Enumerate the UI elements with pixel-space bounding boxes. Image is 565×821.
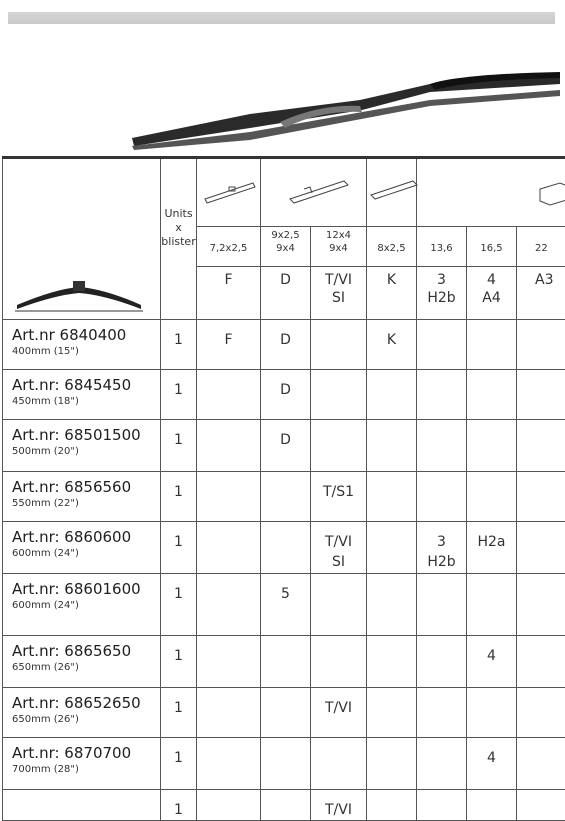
table-row bbox=[3, 420, 565, 472]
units-header-cell bbox=[161, 158, 197, 320]
table-body bbox=[3, 320, 565, 821]
compat-value bbox=[517, 636, 565, 646]
compat-value bbox=[417, 790, 466, 800]
compat-value bbox=[261, 790, 310, 800]
compat-cell bbox=[311, 420, 367, 472]
compat-cell bbox=[367, 688, 417, 738]
article-number: Art.nr: 6865650 bbox=[12, 642, 160, 660]
compat-cell bbox=[517, 370, 565, 420]
compat-cell bbox=[417, 320, 467, 370]
compat-cell bbox=[517, 522, 565, 574]
compat-cell bbox=[197, 522, 261, 574]
units-value: 1 bbox=[161, 320, 196, 350]
article-number: Art.nr 6840400 bbox=[12, 326, 160, 344]
compat-cell bbox=[467, 472, 517, 522]
compat-cell bbox=[261, 420, 311, 472]
compat-cell bbox=[417, 370, 467, 420]
article-size: 650mm (26") bbox=[12, 713, 160, 727]
compat-cell bbox=[311, 688, 367, 738]
compat-value bbox=[261, 688, 310, 698]
compat-value bbox=[367, 790, 416, 800]
units-value: 1 bbox=[161, 574, 196, 604]
compat-cell bbox=[197, 636, 261, 688]
article-size: 450mm (18") bbox=[12, 395, 160, 409]
code-cell: A3 bbox=[517, 267, 565, 289]
code-cell: K bbox=[367, 267, 416, 289]
compat-value: K bbox=[367, 320, 416, 350]
article-size: 600mm (24") bbox=[12, 599, 160, 613]
compat-value bbox=[417, 320, 466, 330]
compat-cell bbox=[467, 320, 517, 370]
article-size: 650mm (26") bbox=[12, 661, 160, 675]
dim-cell: 22 bbox=[517, 227, 565, 261]
compat-cell bbox=[311, 472, 367, 522]
compat-value bbox=[197, 574, 260, 584]
compat-cell bbox=[517, 320, 565, 370]
compat-value bbox=[311, 370, 366, 380]
dim-cell: 8x2,5 bbox=[367, 227, 416, 261]
article-number: Art.nr: 6845450 bbox=[12, 376, 160, 394]
code-cell: F bbox=[197, 267, 260, 289]
compat-cell bbox=[261, 472, 311, 522]
dim-cell: 12x4 9x4 bbox=[311, 227, 366, 261]
compat-value: D bbox=[261, 320, 310, 350]
compat-cell bbox=[197, 574, 261, 636]
compat-cell bbox=[311, 574, 367, 636]
article-size: 550mm (22") bbox=[12, 497, 160, 511]
compat-value bbox=[417, 420, 466, 430]
compat-value bbox=[467, 790, 516, 800]
table-row bbox=[3, 320, 565, 370]
compat-value bbox=[197, 370, 260, 380]
article-cell bbox=[3, 574, 161, 636]
compat-value bbox=[467, 688, 516, 698]
table-row bbox=[3, 790, 565, 821]
article-number: Art.nr: 68501500 bbox=[12, 426, 160, 444]
article-cell bbox=[3, 790, 161, 821]
compat-cell bbox=[517, 738, 565, 790]
compat-value bbox=[261, 472, 310, 482]
units-cell bbox=[161, 688, 197, 738]
compat-cell bbox=[367, 522, 417, 574]
adapter-k-icon bbox=[367, 159, 416, 217]
compat-cell bbox=[467, 738, 517, 790]
compat-value bbox=[197, 738, 260, 748]
compat-cell bbox=[367, 738, 417, 790]
compat-value bbox=[517, 370, 565, 380]
compat-value bbox=[517, 320, 565, 330]
compat-cell bbox=[311, 370, 367, 420]
article-cell bbox=[3, 522, 161, 574]
units-cell bbox=[161, 574, 197, 636]
compat-cell bbox=[417, 790, 467, 821]
compat-value bbox=[417, 636, 466, 646]
compat-cell bbox=[311, 636, 367, 688]
article-cell bbox=[3, 370, 161, 420]
compat-cell bbox=[311, 790, 367, 821]
table-row bbox=[3, 574, 565, 636]
compat-value bbox=[261, 738, 310, 748]
compat-cell bbox=[367, 636, 417, 688]
compat-value bbox=[311, 738, 366, 748]
compat-value bbox=[467, 320, 516, 330]
compat-cell bbox=[261, 522, 311, 574]
compat-cell bbox=[311, 738, 367, 790]
compat-cell bbox=[197, 320, 261, 370]
article-cell bbox=[3, 320, 161, 370]
compat-value bbox=[367, 688, 416, 698]
table-row bbox=[3, 738, 565, 790]
compat-cell bbox=[197, 420, 261, 472]
compat-value: D bbox=[261, 420, 310, 450]
units-cell bbox=[161, 522, 197, 574]
compat-cell bbox=[367, 320, 417, 370]
compat-value bbox=[417, 738, 466, 748]
compat-cell bbox=[261, 320, 311, 370]
units-value: 1 bbox=[161, 420, 196, 450]
compat-value bbox=[311, 574, 366, 584]
compat-value bbox=[197, 636, 260, 646]
compat-value bbox=[197, 522, 260, 532]
units-value: 1 bbox=[161, 688, 196, 718]
compat-cell bbox=[517, 790, 565, 821]
compat-value bbox=[311, 320, 366, 330]
table-row bbox=[3, 370, 565, 420]
code-cell: 3 H2b bbox=[417, 267, 466, 307]
units-label: Units bbox=[164, 207, 192, 220]
compat-cell bbox=[367, 790, 417, 821]
wiper-blade-image bbox=[130, 70, 565, 155]
compat-cell bbox=[417, 636, 467, 688]
units-value: 1 bbox=[161, 522, 196, 552]
compat-cell bbox=[197, 738, 261, 790]
table-row bbox=[3, 636, 565, 688]
compat-value bbox=[517, 790, 565, 800]
compat-value bbox=[197, 790, 260, 800]
compat-cell bbox=[261, 738, 311, 790]
compat-value: T/VI bbox=[311, 688, 366, 718]
top-gray-band bbox=[8, 12, 555, 24]
compat-value bbox=[367, 370, 416, 380]
compat-value bbox=[517, 522, 565, 532]
compat-cell bbox=[311, 320, 367, 370]
compat-value bbox=[517, 574, 565, 584]
compat-cell bbox=[261, 688, 311, 738]
code-cell: D bbox=[261, 267, 310, 289]
article-cell bbox=[3, 688, 161, 738]
compat-cell bbox=[417, 420, 467, 472]
compat-cell bbox=[261, 636, 311, 688]
compat-value bbox=[311, 636, 366, 646]
compat-value bbox=[367, 420, 416, 430]
compat-value bbox=[197, 420, 260, 430]
adapter-hook-icon bbox=[417, 159, 565, 217]
compat-value bbox=[197, 472, 260, 482]
compat-value bbox=[367, 636, 416, 646]
compat-cell bbox=[367, 574, 417, 636]
units-cell bbox=[161, 420, 197, 472]
compat-value bbox=[367, 738, 416, 748]
header-blade-cell bbox=[3, 158, 161, 320]
compat-value bbox=[367, 522, 416, 532]
compat-cell bbox=[467, 420, 517, 472]
compat-value bbox=[197, 688, 260, 698]
units-x: x bbox=[175, 221, 182, 234]
article-number: Art.nr: 6856560 bbox=[12, 478, 160, 496]
compat-value bbox=[517, 688, 565, 698]
units-cell bbox=[161, 320, 197, 370]
compat-value: T/VI SI bbox=[311, 522, 366, 572]
compat-cell bbox=[197, 688, 261, 738]
table-row bbox=[3, 688, 565, 738]
compat-cell bbox=[261, 370, 311, 420]
compat-cell bbox=[417, 472, 467, 522]
compat-cell bbox=[517, 688, 565, 738]
units-value: 1 bbox=[161, 738, 196, 768]
units-value: 1 bbox=[161, 636, 196, 666]
code-cell: T/VI SI bbox=[311, 267, 366, 307]
compat-value bbox=[261, 522, 310, 532]
article-size: 600mm (24") bbox=[12, 547, 160, 561]
compat-cell bbox=[417, 688, 467, 738]
blade-icon bbox=[15, 279, 143, 313]
compat-cell bbox=[517, 472, 565, 522]
dim-cell: 13,6 bbox=[417, 227, 466, 261]
article-number: Art.nr: 6870700 bbox=[12, 744, 160, 762]
units-cell bbox=[161, 790, 197, 821]
compat-value: 3 H2b bbox=[417, 522, 466, 572]
compat-value bbox=[517, 472, 565, 482]
units-value: 1 bbox=[161, 472, 196, 502]
compat-cell bbox=[197, 472, 261, 522]
compat-cell bbox=[467, 370, 517, 420]
compat-cell bbox=[467, 688, 517, 738]
compat-cell bbox=[367, 420, 417, 472]
compat-value bbox=[417, 370, 466, 380]
compatibility-table bbox=[2, 156, 565, 821]
compat-cell bbox=[417, 738, 467, 790]
compat-cell bbox=[417, 522, 467, 574]
adapter-d-icon bbox=[261, 159, 366, 217]
compat-value bbox=[467, 574, 516, 584]
compat-cell bbox=[467, 574, 517, 636]
dim-cell: 9x2,5 9x4 bbox=[261, 227, 310, 261]
compat-value bbox=[417, 472, 466, 482]
compat-cell bbox=[311, 522, 367, 574]
units-value: 1 bbox=[161, 790, 196, 820]
compat-value bbox=[467, 370, 516, 380]
article-number: Art.nr: 6860600 bbox=[12, 528, 160, 546]
units-cell bbox=[161, 636, 197, 688]
compat-cell bbox=[261, 790, 311, 821]
units-blister: blister bbox=[161, 235, 195, 248]
compat-cell bbox=[517, 420, 565, 472]
compat-value bbox=[467, 472, 516, 482]
compat-value bbox=[367, 472, 416, 482]
compat-cell bbox=[261, 574, 311, 636]
compat-value bbox=[417, 688, 466, 698]
article-cell bbox=[3, 472, 161, 522]
article-number: Art.nr: 68601600 bbox=[12, 580, 160, 598]
compat-value: 5 bbox=[261, 574, 310, 604]
compat-value bbox=[517, 738, 565, 748]
compat-cell bbox=[367, 370, 417, 420]
compat-value: 4 bbox=[467, 636, 516, 666]
units-cell bbox=[161, 370, 197, 420]
compat-value: T/VI bbox=[311, 790, 366, 820]
code-cell: 4 A4 bbox=[467, 267, 516, 307]
compat-cell bbox=[517, 636, 565, 688]
units-cell bbox=[161, 738, 197, 790]
compat-value: T/S1 bbox=[311, 472, 366, 502]
compat-cell bbox=[467, 790, 517, 821]
compat-value: D bbox=[261, 370, 310, 400]
compat-cell bbox=[367, 472, 417, 522]
compat-value bbox=[311, 420, 366, 430]
compat-cell bbox=[197, 370, 261, 420]
article-size: 700mm (28") bbox=[12, 763, 160, 777]
compat-value bbox=[467, 420, 516, 430]
header-pictograms-row bbox=[3, 158, 565, 227]
compat-value: F bbox=[197, 320, 260, 350]
article-cell bbox=[3, 636, 161, 688]
compat-cell bbox=[517, 574, 565, 636]
article-number: Art.nr: 68652650 bbox=[12, 694, 160, 712]
compat-value: 4 bbox=[467, 738, 516, 768]
compat-cell bbox=[197, 790, 261, 821]
compat-cell bbox=[467, 522, 517, 574]
table-row bbox=[3, 522, 565, 574]
compat-cell bbox=[417, 574, 467, 636]
compat-value bbox=[261, 636, 310, 646]
compat-value bbox=[517, 420, 565, 430]
compat-value bbox=[367, 574, 416, 584]
dim-cell: 16,5 bbox=[467, 227, 516, 261]
units-cell bbox=[161, 472, 197, 522]
article-size: 500mm (20") bbox=[12, 445, 160, 459]
compat-cell bbox=[467, 636, 517, 688]
units-value: 1 bbox=[161, 370, 196, 400]
dim-cell: 7,2x2,5 bbox=[197, 227, 260, 261]
adapter-f-icon bbox=[197, 159, 260, 217]
compat-value bbox=[417, 574, 466, 584]
compat-value: H2a bbox=[467, 522, 516, 552]
table-row bbox=[3, 472, 565, 522]
article-size: 400mm (15") bbox=[12, 345, 160, 359]
article-cell bbox=[3, 420, 161, 472]
article-cell bbox=[3, 738, 161, 790]
